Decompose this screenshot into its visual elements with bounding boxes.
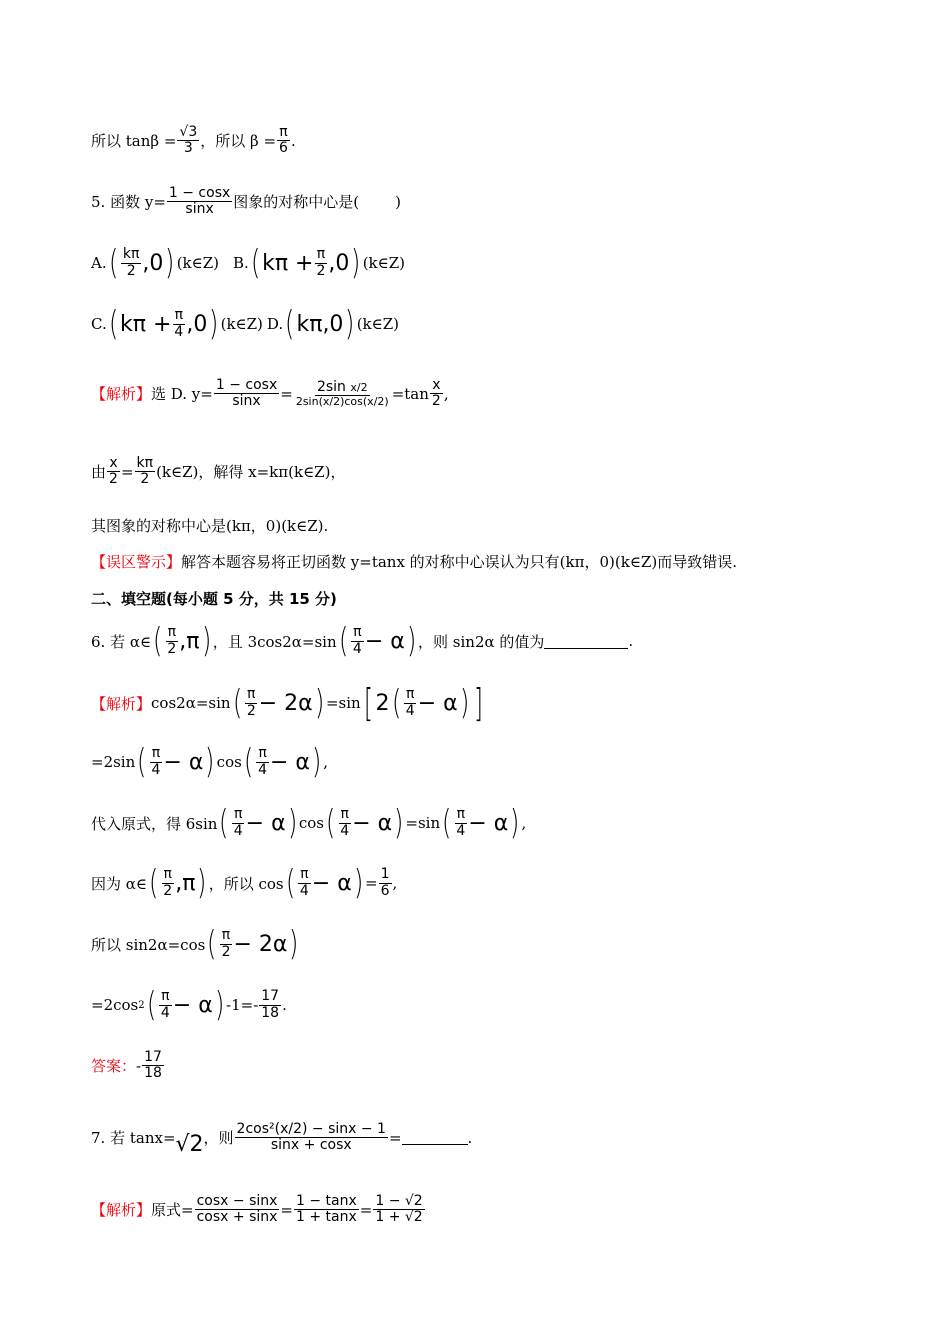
den: 2 [163, 882, 173, 899]
text: − α [270, 749, 310, 775]
paren: ( [285, 304, 295, 344]
den: sinx [232, 393, 261, 410]
text: − α [364, 628, 405, 654]
paren: ( [108, 304, 118, 344]
den: 18 [261, 1004, 280, 1021]
fraction [454, 807, 467, 839]
num: 2cos²(x/2) − sinx − 1 [236, 1120, 386, 1137]
line-tanbeta [91, 125, 296, 157]
options-ab [91, 243, 406, 283]
fraction [167, 186, 232, 218]
superscript: 2 [138, 999, 145, 1011]
text: 二、填空题(每小题 5 分，共 15 分) [91, 590, 337, 608]
num [315, 380, 370, 396]
fraction [256, 746, 269, 778]
paren: ) [406, 621, 417, 661]
paren: ( [108, 243, 118, 283]
fraction [214, 378, 279, 410]
fraction [235, 1122, 388, 1154]
fraction [379, 867, 392, 899]
den: 2 [140, 471, 150, 488]
text: 解答本题容易将正切函数 y=tanx 的对称中心误认为只有(kπ，0)(k∈Z)而导致错误. [181, 553, 737, 571]
text: (k∈Z) [176, 254, 220, 272]
paren: ( [442, 803, 452, 843]
den: 4 [405, 702, 415, 719]
text: − α [468, 810, 509, 836]
text: ,π [175, 870, 196, 896]
num: 17 [261, 988, 280, 1005]
text: 代入原式，得 6sin [91, 814, 218, 833]
num: π [258, 745, 267, 762]
den: 4 [174, 323, 184, 340]
num: π [161, 988, 170, 1005]
num: kπ [122, 246, 140, 263]
text: kπ + [119, 311, 172, 337]
warning [91, 551, 737, 572]
bracket: ] [473, 681, 483, 725]
question-5 [91, 186, 401, 218]
den: 1 + √2 [375, 1209, 423, 1226]
den: sinx + cosx [270, 1137, 352, 1153]
text: − α [245, 810, 286, 836]
section-title [91, 588, 337, 609]
fraction [338, 807, 351, 839]
text: (k∈Z)，解得 x=kπ(k∈Z)， [156, 463, 346, 482]
fraction [220, 928, 233, 960]
text: = [388, 1128, 402, 1147]
paren: ) [314, 683, 324, 723]
paren: ( [149, 863, 159, 903]
text: 5. 函数 y= [91, 193, 166, 212]
paren: ( [338, 621, 348, 661]
fraction [277, 125, 290, 157]
paren: ( [137, 742, 147, 782]
text: 2sin [316, 378, 346, 395]
text: kπ + [262, 250, 314, 276]
text: , [323, 753, 328, 771]
paren: ) [201, 621, 211, 661]
option-d-label: D. [266, 315, 284, 333]
solution-6-a [91, 681, 486, 725]
num: 1 [380, 866, 390, 883]
fraction [245, 687, 258, 719]
text: ,0 [328, 250, 350, 276]
fraction [121, 247, 142, 279]
text: − α [311, 870, 352, 896]
analysis-tag: 【解析】 [91, 694, 152, 713]
solution-6-d [91, 863, 398, 903]
text: 因为 α∈ [91, 874, 148, 893]
answer-6 [91, 1050, 165, 1082]
text: ，所以 cos [208, 874, 284, 893]
paren: ( [219, 803, 229, 843]
num: π [174, 307, 184, 324]
num: π [221, 927, 231, 944]
analysis-tag: 【解析】 [91, 385, 152, 404]
bracket: [ [363, 681, 373, 725]
fraction [177, 125, 199, 157]
text: cos2α=sin [151, 694, 231, 712]
num: 1 − cosx [168, 185, 231, 201]
option-a-label: A. [91, 254, 107, 272]
fraction [172, 308, 185, 340]
fraction [298, 867, 311, 899]
den: 1 + tanx [296, 1209, 357, 1226]
paren: ( [146, 985, 156, 1025]
text: . [290, 131, 296, 150]
num: 1 − √2 [375, 1193, 423, 1209]
fraction [430, 378, 443, 410]
option-c-label: C. [91, 315, 107, 333]
paren: ) [214, 985, 225, 1025]
paren: ( [325, 803, 336, 843]
text: 7. 若 tanx= [91, 1129, 176, 1147]
num: π [163, 866, 172, 883]
text: = [359, 1200, 373, 1219]
text: = [365, 874, 378, 892]
text: ) [395, 192, 401, 211]
den: 4 [456, 822, 466, 839]
text: 2 [375, 690, 390, 716]
text: - [136, 1056, 142, 1075]
num: π [316, 246, 326, 263]
paren: ) [311, 742, 322, 782]
paren: ) [287, 803, 297, 843]
text: -1=- [226, 996, 259, 1014]
num: π [406, 686, 415, 703]
text: − α [163, 749, 204, 775]
text: = [280, 1200, 293, 1219]
text: ,π [179, 628, 200, 654]
fraction [159, 989, 172, 1021]
text: − 2α [258, 690, 313, 716]
den: 2 [431, 393, 441, 410]
fraction [232, 807, 245, 839]
text: =sin [405, 814, 441, 832]
den: 2sin(x/2)cos(x/2) [295, 395, 389, 409]
solution-6-b [91, 742, 328, 782]
fraction [404, 687, 417, 719]
paren: ( [207, 924, 217, 964]
num: 17 [144, 1049, 162, 1065]
fraction [315, 247, 328, 279]
den: 4 [160, 1004, 170, 1021]
den: 2 [126, 262, 136, 279]
den: 4 [299, 882, 309, 899]
fraction [195, 1194, 280, 1226]
text: =tan [391, 384, 429, 403]
paren: ( [391, 683, 401, 723]
text: − α [417, 690, 458, 716]
answer-blank[interactable] [544, 634, 628, 649]
text: 所以 tanβ = [91, 132, 177, 151]
den: 4 [340, 822, 350, 839]
num: x [109, 455, 118, 471]
paren: ) [353, 863, 364, 903]
fraction [294, 1194, 359, 1226]
text: − 2α [233, 931, 288, 957]
fraction [161, 867, 174, 899]
solution-7 [91, 1194, 426, 1226]
num: 1 − cosx [215, 377, 278, 393]
paren: ( [153, 621, 163, 661]
text: 其图象的对称中心是(kπ，0)(k∈Z). [91, 517, 329, 535]
text: ，则 sin2α 的值为 [418, 632, 545, 651]
num: π [151, 745, 161, 762]
num: π [233, 806, 243, 823]
fraction [107, 456, 120, 488]
text: , [392, 874, 398, 892]
num: 1 − tanx [296, 1193, 357, 1209]
text: =2cos [91, 996, 139, 1014]
text: . [467, 1128, 473, 1147]
den: 2 [246, 702, 256, 719]
text: √2 [175, 1132, 204, 1157]
num: π [456, 806, 466, 823]
den: 18 [144, 1065, 162, 1082]
text: , [521, 814, 527, 832]
num: π [340, 806, 349, 823]
fraction [150, 746, 163, 778]
line-center [91, 515, 328, 536]
fraction [259, 989, 281, 1021]
text: − α [172, 992, 213, 1018]
fraction [165, 625, 178, 657]
num: kπ [136, 455, 154, 471]
paren: ) [197, 863, 207, 903]
text: . [282, 996, 287, 1014]
text: ,0 [186, 311, 208, 337]
text: x/2 [350, 380, 368, 394]
text: = [280, 384, 293, 403]
fraction [294, 380, 391, 408]
num: π [279, 124, 288, 140]
text: ，所以 β = [200, 132, 277, 151]
text: (k∈Z) [356, 315, 400, 333]
text: (k∈Z) [220, 315, 263, 333]
option-b-label: B. [233, 254, 249, 272]
solution-6-f [91, 985, 287, 1025]
paren: ( [285, 863, 295, 903]
question-6 [91, 621, 634, 661]
paren: ) [351, 243, 361, 283]
warning-tag: 【误区警示】 [91, 553, 182, 571]
text: . [628, 632, 634, 650]
den: 4 [258, 761, 267, 778]
den: cosx + sinx [196, 1209, 278, 1226]
num: π [300, 866, 309, 883]
paren: ) [289, 924, 299, 964]
solution-6-e [91, 924, 301, 964]
answer-tag: 答案： [91, 1057, 137, 1076]
solution-6-c [91, 803, 527, 843]
den: 6 [380, 882, 390, 899]
den: 4 [151, 761, 161, 778]
text: ，则 [203, 1129, 234, 1147]
paren: ) [394, 803, 404, 843]
text: 选 D. y= [151, 385, 213, 404]
text: cos [298, 814, 324, 832]
text: =sin [325, 694, 361, 712]
num: π [167, 624, 177, 641]
fraction [142, 1050, 164, 1082]
text: 所以 sin2α=cos [91, 935, 206, 954]
text: = [120, 462, 134, 481]
den: sinx [185, 201, 214, 218]
options-cd [91, 304, 400, 344]
paren: ( [243, 742, 254, 782]
den: 2 [221, 943, 231, 960]
num: π [247, 686, 256, 703]
line-k [91, 456, 345, 488]
den: 6 [279, 140, 288, 157]
text: 6. 若 α∈ [91, 632, 152, 651]
fraction [373, 1194, 424, 1226]
fraction [135, 456, 156, 488]
num: √3 [179, 124, 198, 140]
den: 2 [167, 640, 177, 657]
solution-5 [91, 378, 449, 410]
den: 4 [233, 822, 243, 839]
text: kπ,0 [296, 311, 344, 337]
den: 3 [183, 140, 193, 157]
paren: ) [345, 304, 355, 344]
paren: ( [232, 683, 242, 723]
text: 原式= [151, 1201, 194, 1220]
num: π [353, 624, 362, 641]
text: 图象的对称中心是( [233, 193, 360, 212]
text: (k∈Z) [362, 254, 406, 272]
paren: ) [209, 304, 219, 344]
paren: ) [165, 243, 175, 283]
text: , [443, 384, 449, 403]
paren: ) [459, 683, 469, 723]
question-7 [91, 1118, 472, 1157]
text: ,0 [142, 250, 164, 276]
text: − α [352, 810, 393, 836]
text: 由 [91, 463, 107, 482]
text: ，且 3cos2α=sin [212, 632, 337, 651]
text: cos [216, 753, 242, 771]
den: 2 [109, 471, 118, 488]
answer-blank[interactable] [402, 1130, 468, 1145]
den: 4 [352, 640, 362, 657]
paren: ) [510, 803, 520, 843]
fraction [351, 625, 364, 657]
paren: ) [205, 742, 215, 782]
num: cosx − sinx [196, 1193, 278, 1209]
den: 2 [316, 262, 326, 279]
paren: ( [250, 243, 261, 283]
analysis-tag: 【解析】 [91, 1201, 152, 1220]
num: x [432, 377, 441, 393]
text: =2sin [91, 753, 136, 771]
